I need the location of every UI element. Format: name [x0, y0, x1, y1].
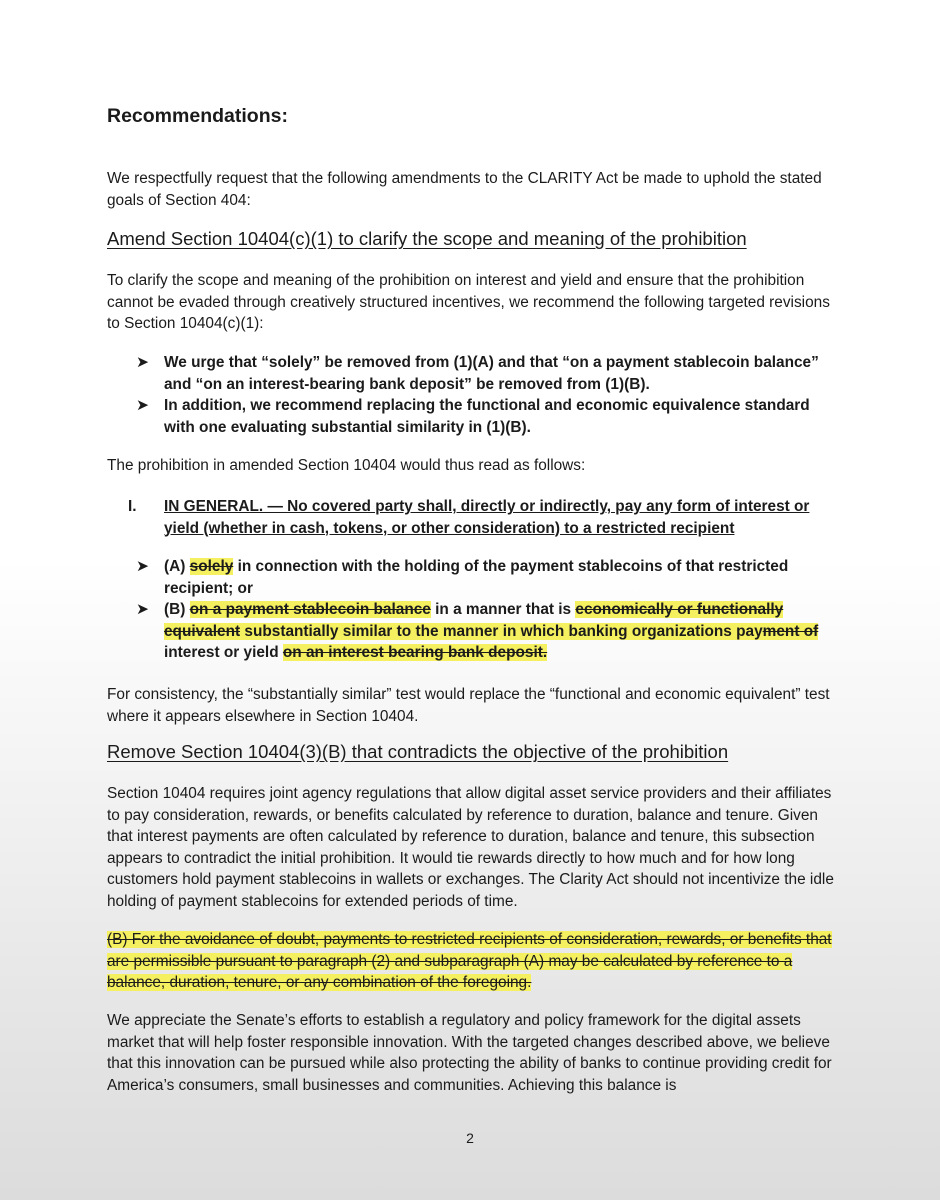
section-1-paragraph: To clarify the scope and meaning of the prohibition on interest and yield and ensure that the prohibition cannot be evaded through creatively structured incentives, we recommend the following targeted revisions to Section 10404(c)(1):: [107, 272, 830, 332]
bullet-item: [136, 352, 836, 395]
lead-paragraph: The prohibition in amended Section 10404 would thus read as follows:: [107, 457, 586, 474]
item-b-mid-1: in a manner that is: [430, 601, 576, 618]
general-provision-text: IN GENERAL. — No covered party shall, directly or indirectly, pay any form of interest or yield (whether in cash, tokens, or other consideration) to a restricted recipient: [164, 498, 810, 537]
struck-text-2: economically or functionally equivalent: [164, 601, 784, 640]
struck-provision-text: (B) For the avoidance of doubt, payments to restricted recipients of consideration, rewards, or benefits that are permissible pursuant to paragraph (2) and subparagraph (A) may be calculated by reference to a balance, duration, tenure, or any combination of the foregoing.: [107, 931, 832, 991]
pay-word: pay: [736, 622, 763, 640]
section-2-paragraph: Section 10404 requires joint agency regulations that allow digital asset service providers and their affiliates to pay consideration, rewards, or benefits calculated by reference to duration, balance and tenure. Given that interest payments are often calculated by reference to duration, balance and tenure, this subsection appears to contradict the initial prohibition. It would tie rewards directly to how much and for how long customers hold payment stablecoins in wallets or exchanges. The Clarity Act should not incentivize the idle holding of payment stablecoins for extended periods of time.: [107, 785, 834, 910]
amended-item-b: [136, 599, 836, 664]
struck-word-solely: solely: [189, 558, 234, 575]
item-b-prefix: (B): [164, 601, 190, 618]
struck-text-4: on an interest bearing bank deposit.: [282, 644, 548, 661]
bullet-text: We urge that “solely” be removed from (1)(A) and that “on a payment stablecoin balance” and “on an interest-bearing bank deposit” be removed from (1)(B).: [164, 354, 819, 393]
bullet-text: In addition, we recommend replacing the functional and economic equivalence standard with one evaluating substantial similarity in (1)(B).: [164, 397, 810, 436]
item-a-text: [164, 556, 836, 599]
roman-numeral: I.: [128, 498, 137, 515]
struck-text-3: ment of: [762, 622, 819, 640]
item-a-prefix: (A): [164, 558, 190, 575]
closing-paragraph: We appreciate the Senate’s efforts to establish a regulatory and policy framework for the digital assets market that will help foster responsible innovation. With the targeted changes described above, we believe that this innovation can be pursued while also protecting the ability of banks to continue providing credit for America’s consumers, small businesses and communities. Achieving this balance is: [107, 1012, 832, 1094]
consistency-paragraph: For consistency, the “substantially similar” test would replace the “functional and economic equivalent” test where it appears elsewhere in Section 10404.: [107, 686, 830, 725]
item-b-mid-2: to the manner in which banking organizations: [392, 622, 737, 640]
struck-text-1: on a payment stablecoin balance: [189, 601, 431, 618]
page-number: 2: [466, 1130, 474, 1146]
arrowhead-bullet-icon: ➤: [136, 558, 149, 575]
arrowhead-bullet-icon: ➤: [136, 354, 149, 371]
arrowhead-bullet-icon: ➤: [136, 601, 149, 618]
bullet-item: [136, 395, 836, 438]
intro-paragraph: We respectfully request that the following amendments to the CLARITY Act be made to uphold the stated goals of Section 404:: [107, 170, 822, 209]
amended-item-a: [136, 556, 836, 599]
item-b-mid-3: interest or yield: [164, 644, 283, 661]
arrowhead-bullet-icon: ➤: [136, 397, 149, 414]
section-2-title: Remove Section 10404(3)(B) that contradicts the objective of the prohibition: [107, 741, 729, 762]
amended-text-general: [128, 496, 838, 539]
added-text: substantially similar: [240, 622, 393, 640]
item-b-text: [164, 599, 836, 664]
struck-provision-paragraph: [107, 929, 837, 994]
item-a-rest: in connection with the holding of the payment stablecoins of that restricted recipient; or: [164, 558, 789, 597]
section-1-title: Amend Section 10404(c)(1) to clarify the scope and meaning of the prohibition: [107, 228, 747, 249]
page-heading: Recommendations:: [107, 105, 288, 127]
